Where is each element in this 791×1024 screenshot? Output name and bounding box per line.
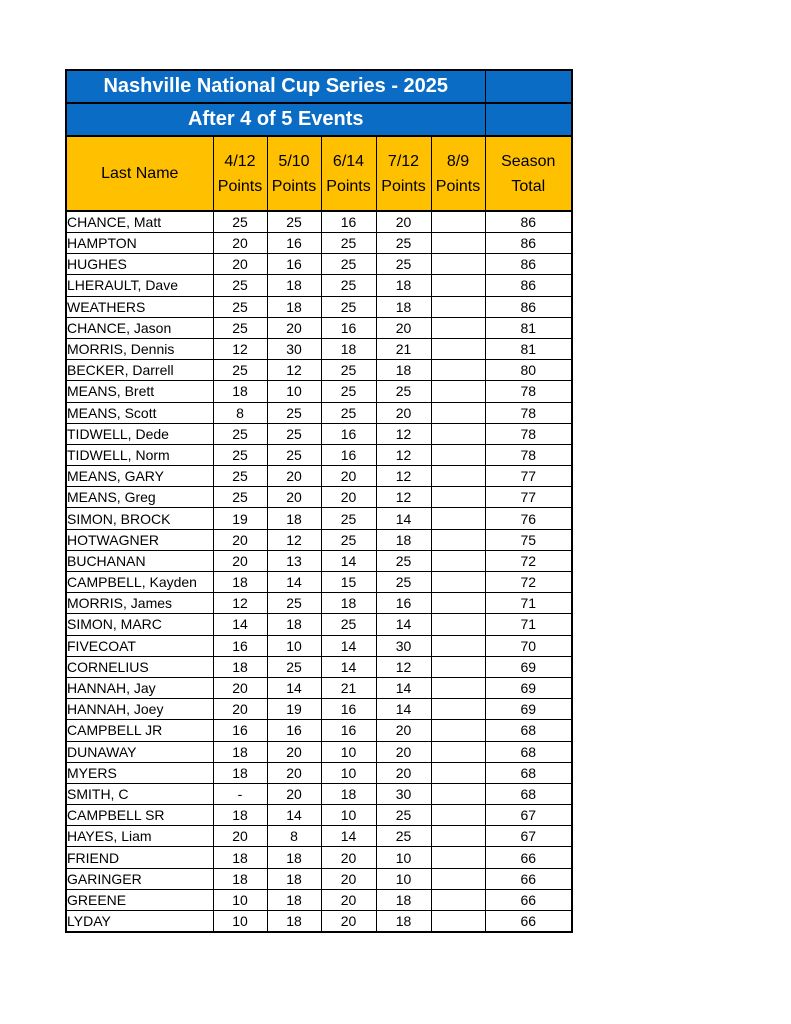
table-row [66, 296, 572, 317]
title-blank-cell [485, 70, 572, 103]
table-title: Nashville National Cup Series - 2025 [66, 70, 485, 103]
cell-points-4: 12 [376, 656, 431, 677]
cell-points-1: 20 [213, 699, 267, 720]
cell-points-3: 16 [321, 699, 376, 720]
table-row [66, 254, 572, 275]
cell-name: BECKER, Darrell [66, 360, 213, 381]
cell-points-1: 12 [213, 593, 267, 614]
cell-points-5 [431, 211, 485, 233]
cell-points-5 [431, 317, 485, 338]
cell-points-1: 18 [213, 381, 267, 402]
cell-points-1: 25 [213, 423, 267, 444]
cell-points-4: 18 [376, 296, 431, 317]
cell-points-2: 18 [267, 508, 321, 529]
table-row [66, 656, 572, 677]
cell-points-2: 12 [267, 360, 321, 381]
cell-points-4: 12 [376, 444, 431, 465]
header-event-1-date: 4/12 [224, 152, 256, 170]
header-event-3 [321, 136, 376, 211]
cell-points-4: 21 [376, 338, 431, 359]
cell-points-2: 8 [267, 826, 321, 847]
cell-points-5 [431, 868, 485, 889]
cell-points-2: 10 [267, 635, 321, 656]
cell-name: HANNAH, Jay [66, 677, 213, 698]
cell-season-total: 86 [485, 233, 572, 254]
cell-points-1: 25 [213, 360, 267, 381]
cell-season-total: 69 [485, 677, 572, 698]
cell-points-4: 20 [376, 402, 431, 423]
cell-points-2: 20 [267, 487, 321, 508]
header-season-total [485, 136, 572, 211]
table-row [66, 402, 572, 423]
table-row [66, 911, 572, 933]
cell-points-5 [431, 508, 485, 529]
cell-season-total: 76 [485, 508, 572, 529]
cell-points-4: 30 [376, 635, 431, 656]
cell-points-1: 8 [213, 402, 267, 423]
cell-points-3: 10 [321, 762, 376, 783]
cell-name: FIVECOAT [66, 635, 213, 656]
table-row [66, 783, 572, 804]
cell-points-3: 25 [321, 233, 376, 254]
header-total-line2: Total [511, 177, 546, 195]
cell-points-3: 20 [321, 466, 376, 487]
cell-points-4: 14 [376, 677, 431, 698]
cell-points-4: 10 [376, 847, 431, 868]
cell-name: MEANS, Scott [66, 402, 213, 423]
header-event-3-unit: Points [326, 177, 371, 195]
table-row [66, 381, 572, 402]
cell-points-2: 16 [267, 233, 321, 254]
cell-points-3: 14 [321, 635, 376, 656]
cell-season-total: 68 [485, 762, 572, 783]
cell-points-3: 25 [321, 360, 376, 381]
cell-points-1: 20 [213, 233, 267, 254]
cell-name: MYERS [66, 762, 213, 783]
cell-points-5 [431, 444, 485, 465]
table-row [66, 487, 572, 508]
cell-season-total: 86 [485, 296, 572, 317]
table-row [66, 423, 572, 444]
cell-points-1: 14 [213, 614, 267, 635]
cell-points-4: 12 [376, 466, 431, 487]
cell-name: FRIEND [66, 847, 213, 868]
cell-season-total: 71 [485, 614, 572, 635]
table-row [66, 211, 572, 233]
cell-points-4: 20 [376, 211, 431, 233]
subtitle-blank-cell [485, 103, 572, 136]
cell-points-5 [431, 572, 485, 593]
cell-points-1: 18 [213, 805, 267, 826]
cell-points-2: 25 [267, 402, 321, 423]
cell-points-2: 25 [267, 423, 321, 444]
cell-name: HAMPTON [66, 233, 213, 254]
cell-points-5 [431, 275, 485, 296]
cell-points-3: 14 [321, 656, 376, 677]
cell-points-5 [431, 720, 485, 741]
cell-points-2: 20 [267, 762, 321, 783]
cell-points-3: 14 [321, 550, 376, 571]
cell-season-total: 66 [485, 911, 572, 933]
table-subtitle: After 4 of 5 Events [66, 103, 485, 136]
cell-name: BUCHANAN [66, 550, 213, 571]
cell-points-4: 25 [376, 805, 431, 826]
cell-points-4: 18 [376, 529, 431, 550]
cell-points-3: 14 [321, 826, 376, 847]
cell-points-3: 16 [321, 317, 376, 338]
cell-points-5 [431, 677, 485, 698]
table-row [66, 677, 572, 698]
cell-points-5 [431, 656, 485, 677]
table-row [66, 889, 572, 910]
cell-points-4: 20 [376, 741, 431, 762]
cell-points-1: 18 [213, 572, 267, 593]
cell-points-4: 10 [376, 868, 431, 889]
cell-points-4: 14 [376, 699, 431, 720]
cell-points-2: 25 [267, 656, 321, 677]
header-last-name: Last Name [66, 136, 213, 211]
cell-season-total: 69 [485, 656, 572, 677]
cell-name: CHANCE, Matt [66, 211, 213, 233]
cell-points-4: 14 [376, 614, 431, 635]
header-event-3-date: 6/14 [332, 152, 365, 170]
cell-points-3: 18 [321, 338, 376, 359]
table-row [66, 635, 572, 656]
cell-name: HOTWAGNER [66, 529, 213, 550]
cell-points-4: 30 [376, 783, 431, 804]
cell-points-1: 10 [213, 889, 267, 910]
table-row [66, 444, 572, 465]
cell-points-3: 16 [321, 444, 376, 465]
cell-points-2: 18 [267, 296, 321, 317]
cell-points-4: 18 [376, 911, 431, 933]
cell-points-1: 16 [213, 635, 267, 656]
cell-points-2: 20 [267, 317, 321, 338]
cell-points-1: 12 [213, 338, 267, 359]
cell-points-5 [431, 614, 485, 635]
cell-points-3: 25 [321, 614, 376, 635]
cell-points-5 [431, 529, 485, 550]
cell-points-3: 16 [321, 423, 376, 444]
cell-points-2: 25 [267, 444, 321, 465]
cell-name: GREENE [66, 889, 213, 910]
table-row [66, 275, 572, 296]
cell-points-3: 25 [321, 508, 376, 529]
cell-season-total: 66 [485, 868, 572, 889]
table-row [66, 317, 572, 338]
header-event-5 [431, 136, 485, 211]
cell-points-5 [431, 402, 485, 423]
cell-points-2: 25 [267, 211, 321, 233]
table-row [66, 508, 572, 529]
cell-points-3: 21 [321, 677, 376, 698]
cell-points-1: 20 [213, 529, 267, 550]
cell-points-3: 25 [321, 529, 376, 550]
cell-points-4: 20 [376, 762, 431, 783]
cell-points-3: 10 [321, 805, 376, 826]
table-row [66, 847, 572, 868]
table-row [66, 805, 572, 826]
cell-points-5 [431, 783, 485, 804]
cell-name: CAMPBELL SR [66, 805, 213, 826]
cell-season-total: 68 [485, 741, 572, 762]
table-row [66, 868, 572, 889]
cell-season-total: 81 [485, 338, 572, 359]
cell-season-total: 78 [485, 423, 572, 444]
cell-points-2: 18 [267, 868, 321, 889]
cell-points-2: 10 [267, 381, 321, 402]
standings-table [65, 69, 573, 933]
header-row [66, 136, 572, 211]
cell-points-1: 25 [213, 275, 267, 296]
cell-points-5 [431, 233, 485, 254]
cell-points-3: 25 [321, 402, 376, 423]
cell-points-4: 25 [376, 254, 431, 275]
cell-points-4: 14 [376, 508, 431, 529]
cell-season-total: 68 [485, 720, 572, 741]
cell-points-2: 18 [267, 847, 321, 868]
cell-points-4: 25 [376, 381, 431, 402]
cell-points-5 [431, 635, 485, 656]
cell-points-2: 16 [267, 720, 321, 741]
cell-points-5 [431, 847, 485, 868]
cell-points-4: 25 [376, 550, 431, 571]
table-row [66, 572, 572, 593]
cell-points-4: 12 [376, 423, 431, 444]
cell-season-total: 86 [485, 211, 572, 233]
cell-points-1: 19 [213, 508, 267, 529]
table-row [66, 720, 572, 741]
header-event-4 [376, 136, 431, 211]
cell-season-total: 69 [485, 699, 572, 720]
cell-points-5 [431, 826, 485, 847]
header-event-5-date: 8/9 [446, 152, 470, 170]
header-event-1-unit: Points [217, 177, 263, 195]
cell-season-total: 67 [485, 826, 572, 847]
cell-points-4: 12 [376, 487, 431, 508]
cell-name: SMITH, C [66, 783, 213, 804]
header-event-2 [267, 136, 321, 211]
cell-season-total: 80 [485, 360, 572, 381]
cell-points-3: 20 [321, 487, 376, 508]
cell-points-1: 20 [213, 826, 267, 847]
cell-points-1: 18 [213, 868, 267, 889]
cell-points-5 [431, 911, 485, 933]
table-row [66, 360, 572, 381]
table-row [66, 338, 572, 359]
table-row [66, 699, 572, 720]
cell-name: TIDWELL, Dede [66, 423, 213, 444]
cell-points-2: 18 [267, 275, 321, 296]
cell-name: HANNAH, Joey [66, 699, 213, 720]
cell-points-5 [431, 466, 485, 487]
cell-points-1: 18 [213, 656, 267, 677]
cell-name: LHERAULT, Dave [66, 275, 213, 296]
cell-name: SIMON, MARC [66, 614, 213, 635]
cell-points-1: 25 [213, 296, 267, 317]
table-row [66, 466, 572, 487]
cell-points-4: 18 [376, 275, 431, 296]
cell-points-4: 25 [376, 233, 431, 254]
cell-season-total: 72 [485, 572, 572, 593]
cell-points-2: 12 [267, 529, 321, 550]
cell-points-2: 19 [267, 699, 321, 720]
cell-season-total: 78 [485, 444, 572, 465]
header-event-5-unit: Points [435, 177, 481, 195]
cell-points-5 [431, 487, 485, 508]
cell-points-1: 18 [213, 741, 267, 762]
cell-name: MORRIS, Dennis [66, 338, 213, 359]
table-row [66, 762, 572, 783]
cell-name: TIDWELL, Norm [66, 444, 213, 465]
cell-points-1: 16 [213, 720, 267, 741]
cell-season-total: 67 [485, 805, 572, 826]
cell-season-total: 68 [485, 783, 572, 804]
cell-points-3: 15 [321, 572, 376, 593]
cell-points-3: 25 [321, 254, 376, 275]
header-event-4-unit: Points [381, 177, 426, 195]
cell-points-5 [431, 381, 485, 402]
header-event-2-date: 5/10 [278, 152, 310, 170]
cell-points-1: 25 [213, 466, 267, 487]
header-event-4-date: 7/12 [387, 152, 420, 170]
cell-points-5 [431, 296, 485, 317]
cell-name: LYDAY [66, 911, 213, 933]
cell-name: SIMON, BROCK [66, 508, 213, 529]
cell-points-2: 18 [267, 614, 321, 635]
cell-points-2: 25 [267, 593, 321, 614]
cell-points-5 [431, 805, 485, 826]
cell-points-3: 18 [321, 783, 376, 804]
header-event-1 [213, 136, 267, 211]
cell-points-5 [431, 699, 485, 720]
cell-points-1: 25 [213, 487, 267, 508]
cell-points-3: 20 [321, 868, 376, 889]
cell-points-2: 20 [267, 741, 321, 762]
cell-name: CAMPBELL JR [66, 720, 213, 741]
cell-points-1: 10 [213, 911, 267, 933]
subtitle-row [66, 103, 572, 136]
cell-points-1: 18 [213, 847, 267, 868]
cell-points-1: 20 [213, 550, 267, 571]
cell-points-2: 13 [267, 550, 321, 571]
table-row [66, 593, 572, 614]
cell-season-total: 81 [485, 317, 572, 338]
cell-name: HAYES, Liam [66, 826, 213, 847]
cell-points-1: 20 [213, 254, 267, 275]
header-event-2-unit: Points [271, 177, 317, 195]
cell-points-5 [431, 338, 485, 359]
cell-points-5 [431, 360, 485, 381]
cell-points-1: 25 [213, 211, 267, 233]
table-row [66, 529, 572, 550]
cell-name: DUNAWAY [66, 741, 213, 762]
cell-points-2: 30 [267, 338, 321, 359]
cell-points-3: 20 [321, 847, 376, 868]
cell-points-2: 18 [267, 889, 321, 910]
title-row [66, 70, 572, 103]
cell-points-4: 18 [376, 360, 431, 381]
cell-points-4: 16 [376, 593, 431, 614]
cell-points-3: 25 [321, 275, 376, 296]
cell-points-2: 20 [267, 783, 321, 804]
cell-points-1: 18 [213, 762, 267, 783]
cell-points-2: 16 [267, 254, 321, 275]
cell-season-total: 66 [485, 847, 572, 868]
cell-points-5 [431, 254, 485, 275]
cell-points-5 [431, 550, 485, 571]
cell-points-1: 25 [213, 444, 267, 465]
cell-points-2: 20 [267, 466, 321, 487]
cell-points-4: 25 [376, 572, 431, 593]
cell-points-2: 18 [267, 911, 321, 933]
header-total-line1: Season [501, 152, 556, 170]
cell-season-total: 72 [485, 550, 572, 571]
cell-points-4: 20 [376, 720, 431, 741]
cell-season-total: 78 [485, 402, 572, 423]
cell-name: MEANS, GARY [66, 466, 213, 487]
cell-points-3: 25 [321, 381, 376, 402]
cell-season-total: 71 [485, 593, 572, 614]
cell-season-total: 66 [485, 889, 572, 910]
table-row [66, 741, 572, 762]
cell-name: CAMPBELL, Kayden [66, 572, 213, 593]
cell-season-total: 86 [485, 254, 572, 275]
cell-points-5 [431, 423, 485, 444]
cell-season-total: 86 [485, 275, 572, 296]
cell-points-3: 25 [321, 296, 376, 317]
cell-season-total: 78 [485, 381, 572, 402]
cell-season-total: 77 [485, 487, 572, 508]
cell-points-5 [431, 762, 485, 783]
cell-name: GARINGER [66, 868, 213, 889]
cell-points-2: 14 [267, 805, 321, 826]
cell-points-5 [431, 741, 485, 762]
cell-season-total: 70 [485, 635, 572, 656]
table-row [66, 233, 572, 254]
cell-name: MEANS, Brett [66, 381, 213, 402]
cell-points-2: 14 [267, 572, 321, 593]
cell-points-4: 18 [376, 889, 431, 910]
cell-points-3: 16 [321, 720, 376, 741]
cell-name: CHANCE, Jason [66, 317, 213, 338]
cell-points-4: 20 [376, 317, 431, 338]
cell-points-5 [431, 593, 485, 614]
cell-season-total: 75 [485, 529, 572, 550]
cell-name: WEATHERS [66, 296, 213, 317]
cell-points-4: 25 [376, 826, 431, 847]
cell-points-3: 20 [321, 889, 376, 910]
cell-points-1: - [213, 783, 267, 804]
cell-points-2: 14 [267, 677, 321, 698]
cell-points-1: 20 [213, 677, 267, 698]
cell-name: MORRIS, James [66, 593, 213, 614]
cell-points-3: 20 [321, 911, 376, 933]
cell-points-3: 10 [321, 741, 376, 762]
cell-points-3: 16 [321, 211, 376, 233]
cell-points-5 [431, 889, 485, 910]
table-row [66, 614, 572, 635]
cell-points-3: 18 [321, 593, 376, 614]
table-row [66, 550, 572, 571]
cell-season-total: 77 [485, 466, 572, 487]
cell-name: MEANS, Greg [66, 487, 213, 508]
cell-name: HUGHES [66, 254, 213, 275]
table-row [66, 826, 572, 847]
cell-name: CORNELIUS [66, 656, 213, 677]
cell-points-1: 25 [213, 317, 267, 338]
